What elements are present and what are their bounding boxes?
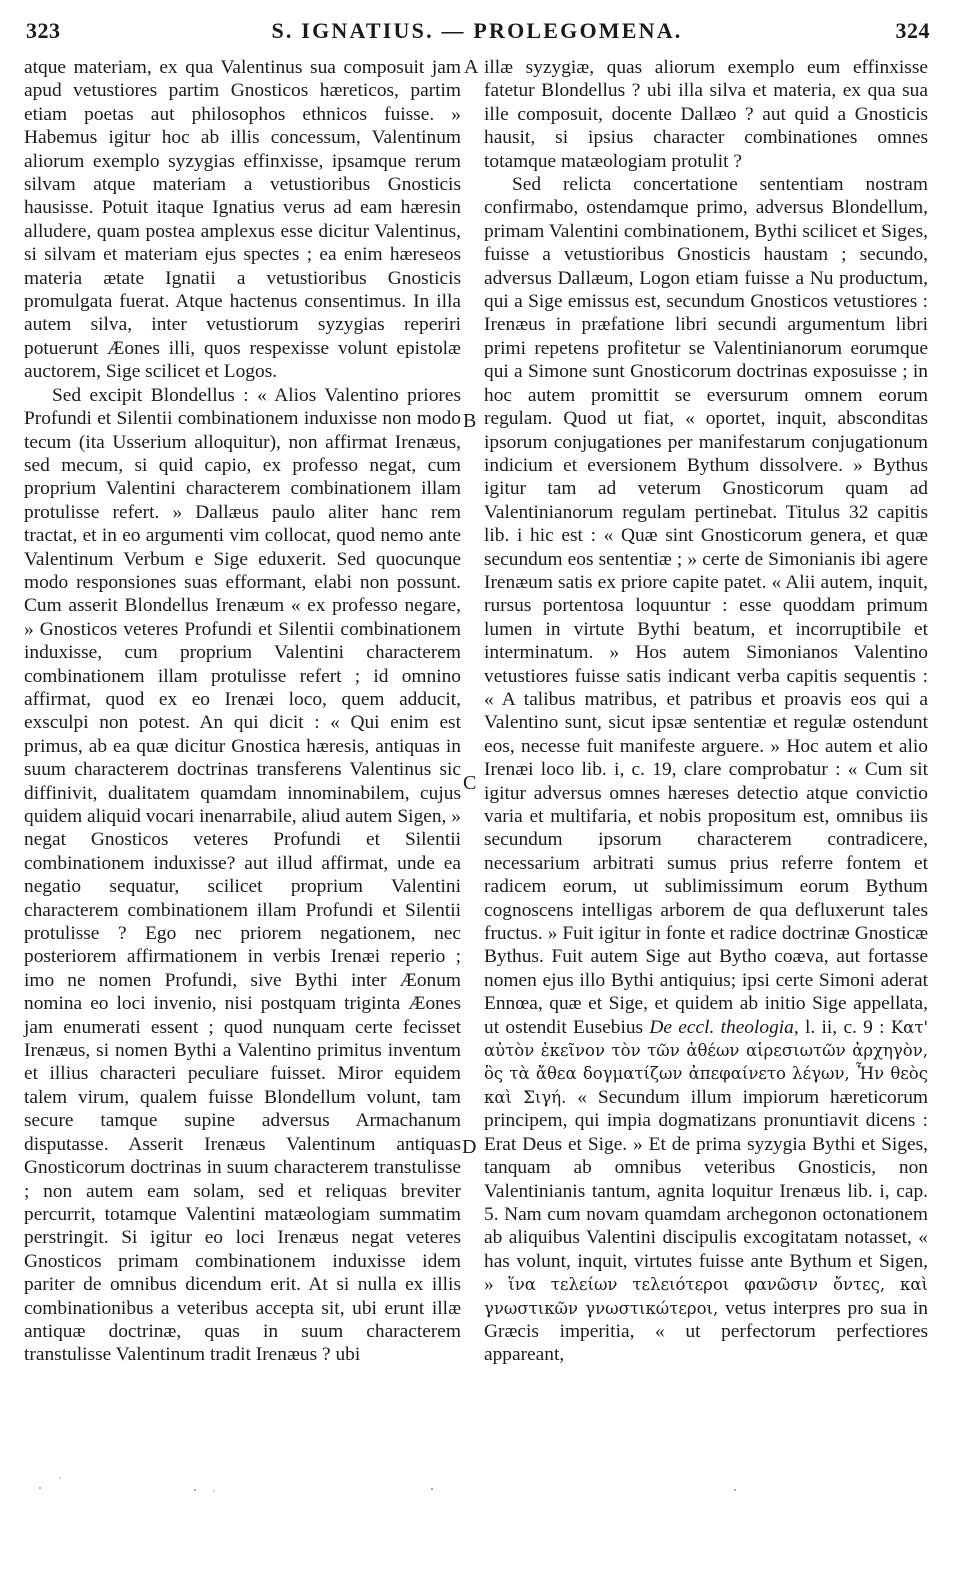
left-page-number: 323	[26, 18, 61, 43]
left-paragraph-2: Sed excipit Blondellus : « Alios Valentino priores Profundi et Silentii combinationem induxisse non modo tecum (ita Usserium alloquitur), non affirmat Irenæus, sed mecum, si quid capio, ex professo negat, cum proprium Valentini characterem combinationem illam protulisse refert. » Dallæus paulo aliter hanc rem tractat, et in eo argumenti vim collocat, quod nemo ante Valentinum Verbum e Sige eduxerit. Sed quocunque modo responsiones suas efformant, elabi non possunt. Cum asserit Blondellus Irenæum « ex professo negare, » Gnosticos veteres Profundi et Silentii combinationem induxisse, cum proprium Valentini characterem combinationem illam protulisse refert ; id omnino affirmat, quod ex eo Irenæi loco, quem adducit, exsculpi non potest. An qui dicit : « Qui enim est primus, ab ea quæ dicitur Gnostica hæresis, antiquas in suum characterem doctrinas transferens Valentinus sic diffinivit, dualitatem quamdam innominabilem, cujus quidem aliquid vocari inenarrabile, aliud autem Sigen, » negat Gnosticos veteres Profundi et Silentii combinationem induxisse? aut illud affirmat, unde ea negatio sequatur, scilicet proprium Valentini characterem combinationem illam Profundi et Silentii protulisse ? Ego nec priorem negationem, nec posteriorem affirmationem in verbis Irenæi reperio ; imo ne nomen Profundi, sive Bythi inter Æonum nomina eo loci invenio, nisi postquam triginta Æones jam enumerati essent ; quod nunquam certe fecisset Irenæus, si nomen Bythi a Valentino primitus inventum et illius characteri peculiare fuisset. Miror equidem talem virum, qualem fuisse Blondellum volunt, tam secure tamque supine adversus Armachanum disputasse. Asserit Irenæus Valentinum antiquas Gnosticorum doctrinas in suum characterem transtulisse ; non autem eam solam, sed et reliquas breviter percurrit, totamque Valentini matæologiam summatim perstringit. Si igitur eo loci Irenæus negat veteres Gnosticos primam combinationem induxisse idem pariter de omnibus dicendum erit. At si nulla ex illis combinationibus a veteribus accepta sit, ubi erunt illæ antiquæ doctrinæ, quas in suum characterem transtulisse Valentinum tradit Irenæus ? ubi	[24, 384, 461, 1366]
margin-marker-c: C	[463, 772, 477, 794]
right-paragraph-2-text-b: , l. ii, c. 9 :	[793, 1016, 885, 1038]
margin-marker-a: A	[464, 56, 479, 78]
left-column	[24, 56, 461, 1367]
left-paragraph-1: atque materiam, ex qua Valentinus sua composuit jam apud vetustiores partim Gnosticos hæreticos, partim etiam poetas aut philosophos ethnicos fuisse. » Habemus igitur hoc ab illis concessum, Valentinum aliorum exemplo syzygias effinxisse, ipsamque rerum silvam atque materiam a vetustioribus Gnosticis hausisse. Potuit itaque Ignatius verus ad eam hæresin alludere, quam postea amplexus esse dicitur Valentinus, si silvam et materiam ejus spectes ; ea enim hæreseos materia ætate Ignatii a vetustioribus Gnosticis promulgata fuerat. Atque hactenus consentimus. In illa autem silva, inter vetustiorum syzygias reperiri potuerunt Æones illi, quos respexisse volunt epistolæ auctorem, Sige scilicet et Logos.	[24, 57, 461, 383]
margin-marker-d: D	[462, 1136, 477, 1158]
right-page-number: 324	[895, 18, 930, 43]
greek-quotation-tail: ἵνα τελείων τελειότεροι φανῶσιν ὄντες, καὶ γνωστικῶν γνωστικώτεροι,	[484, 1275, 928, 1318]
right-column	[484, 56, 928, 1367]
right-paragraph-2	[484, 173, 928, 1367]
eusebius-work-title: De eccl. theologia	[649, 1016, 794, 1038]
running-title: S. IGNATIUS. — PROLEGOMENA.	[271, 18, 683, 43]
right-paragraph-1: illæ syzygiæ, quas aliorum exemplo eum effinxisse fatetur Blondellus ? ubi illa silva et materia, ex qua sua ille composuit, docente Dallæo ? aut quid a Gnosticis hausit, si ipsius character combinationes omnes totamque matæologiam protulit ?	[484, 57, 928, 172]
greek-quotation: Κατ' αὐτὸν ἐκεῖνον τὸν τῶν ἀθέων αἱρεσιωτῶν ἀρχηγὸν, ὃς τὰ ἄθεα δογματίζων ἀπεφαίνετο λέγων, Ἦν θεὸς καὶ Σιγή.	[484, 1017, 928, 1107]
margin-marker-b: B	[463, 410, 477, 432]
running-header	[22, 14, 932, 50]
right-paragraph-2-text-a: Sed relicta concertatione sententiam nostram confirmabo, ostendamque primo, adversus Blondellum, primam Valentini combinationem, Bythi scilicet et Siges, fuisse a vetustioribus Gnosticis haustam ; secundo, adversus Dallæum, Logon etiam fuisse a Nu productum, qui a Sige emissus est, secundum Gnosticos vetustiores : Irenæus in præfatione libri secundi argumentum libri primi repetens profitetur se Valentinianorum eorumque qui a Simone sunt Gnosticorum doctrinas exposuisse ; in hoc autem promittit se eversurum omnem eorum regulam. Quod ut fiat, « oportet, inquit, absconditas ipsorum conjugationes per manifestarum conjugationum indicium et eversionem Bythum dissolvere. » Bythus igitur tam ad veterum Gnosticorum quam ad Valentinianorum regulam pertinebat. Titulus 32 capitis lib. i hic est : « Quæ sint Gnosticorum genera, et quæ secundum eos sententiæ ; » certe de Simonianis ibi agere Irenæum satis ex priore capite patet. « Alii autem, inquit, rursus portentosa loquuntur : esse quoddam primum lumen in virtute Bythi beatum, et incorruptibile et interminatum. » Hos autem Simonianos Valentino vetustiores fuisse satis indicant verba capitis sequentis : « A talibus matribus, et patribus et proavis eos qui a Valentino sunt, sicut ipsæ sententiæ et regulæ ostendunt eos, necesse fuit manifeste arguere. » Hoc autem et alio Irenæi loco lib. i, c. 19, clare comprobatur : « Cum sit igitur adversus omnes hæreses detectio atque convictio varia et multifaria, et nobis propositum est, omnibus iis secundum ipsorum characterem contradicere, necessarium arbitrati sumus prius referre fontem et radicem eorum, ut sublimissimum eorum Bythum cognoscens intelligas arborem de qua defluxerunt tales fructus. » Fuit igitur in fonte et radice doctrinæ Gnosticæ Bythus. Fuit autem Sige aut Bytho coæva, aut fortasse nomen ejus illo Bythi antiquius; ipsi certe Simoni aderat Ennœa, quæ et Sige, et quidem ab initio Sige appellata, ut ostendit Eusebius	[484, 174, 928, 1038]
scan-specks	[0, 1470, 954, 1510]
right-paragraph-2-text-d: vetus interpres pro sua in Græcis imperitia, « ut perfectorum perfectiores appareant,	[484, 1297, 928, 1366]
right-paragraph-2-text-c: « Secundum illum impiorum hæreticorum principem, qui impia dogmatizans pronuntiavit dicens : Erat Deus et Sige. » Et de prima syzygia Bythi et Siges, tanquam ab omnibus veteribus Gnosticis, non Valentinianis tantum, agnita loquitur Irenæus lib. i, cap. 5. Nam cum novam quamdam archegonon octonationem ab aliquibus Valentini discipulis excogitatam notasset, « has volunt, inquit, virtutes fuisse ante Bythum et Sigen, »	[484, 1086, 928, 1296]
